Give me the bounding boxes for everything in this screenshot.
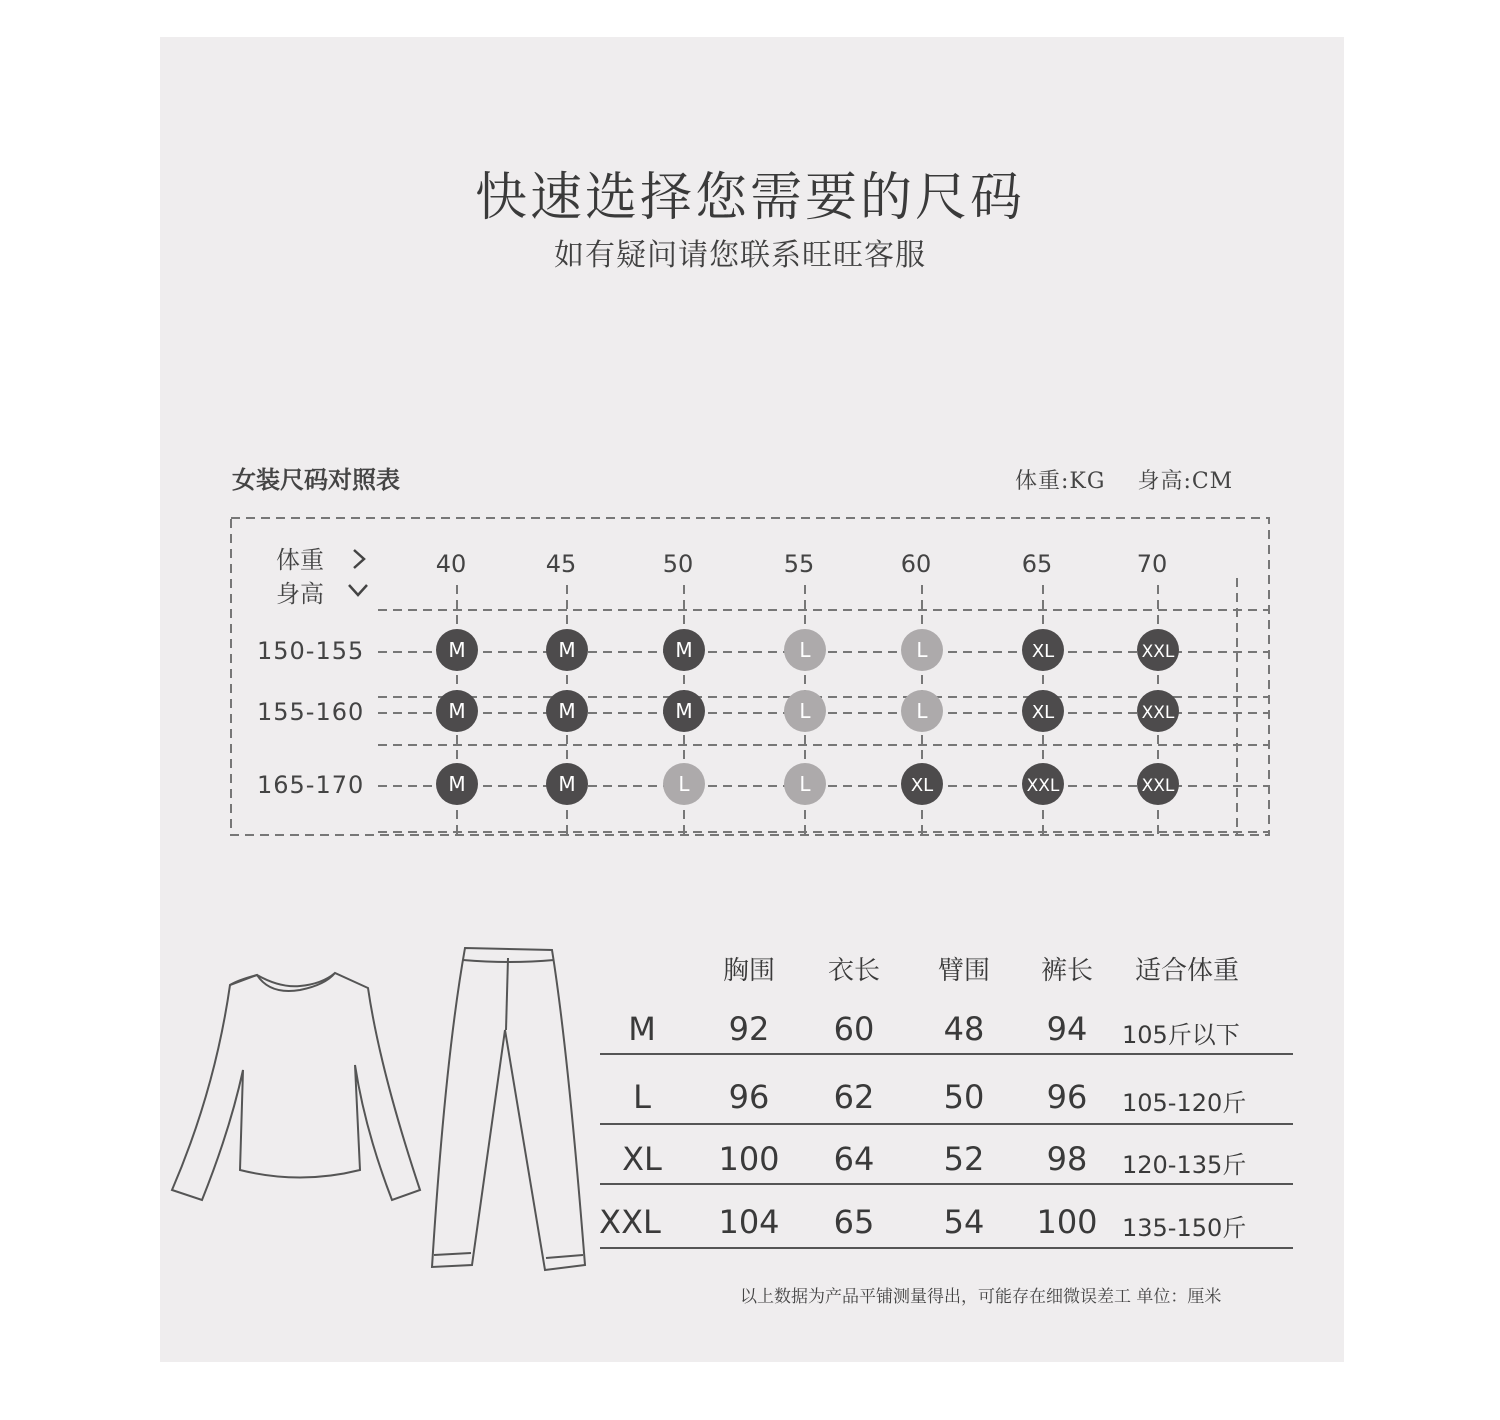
grid-border xyxy=(231,518,1269,835)
size-badge-label: M xyxy=(558,699,576,723)
table-cell: 50 xyxy=(943,1078,985,1116)
table-weight-cell: 105-120斤 xyxy=(1122,1089,1247,1117)
chevron-down-icon xyxy=(349,585,367,595)
size-badge-label: XXL xyxy=(1141,642,1175,662)
height-row-label: 150-155 xyxy=(257,637,365,665)
size-badge-label: L xyxy=(678,772,690,796)
size-badge-label: L xyxy=(799,699,811,723)
table-weight-cell: 120-135斤 xyxy=(1122,1151,1247,1179)
table-divider xyxy=(600,1183,1293,1185)
weight-column-label: 70 xyxy=(1136,550,1168,578)
weight-axis-label: 体重 xyxy=(276,546,324,574)
table-weight-cell: 135-150斤 xyxy=(1122,1214,1247,1242)
height-axis-label: 身高 xyxy=(276,580,324,608)
table-cell: 94 xyxy=(1046,1010,1088,1048)
table-header: 适合体重 xyxy=(1134,956,1239,986)
table-size-label: L xyxy=(633,1078,651,1116)
table-cell: 92 xyxy=(728,1010,770,1048)
table-cell: 96 xyxy=(728,1078,770,1116)
table-cell: 104 xyxy=(718,1203,780,1241)
table-size-label: XL xyxy=(622,1140,662,1178)
table-header: 臂围 xyxy=(937,956,990,986)
table-cell: 100 xyxy=(1036,1203,1098,1241)
table-cell: 52 xyxy=(943,1140,985,1178)
table-header: 衣长 xyxy=(827,956,880,986)
garment-illustration xyxy=(160,930,600,1290)
size-grid-lines xyxy=(231,518,1269,835)
weight-column-label: 65 xyxy=(1021,550,1053,578)
table-header: 胸围 xyxy=(722,956,775,986)
size-badge-label: M xyxy=(558,772,576,796)
size-badge-label: M xyxy=(558,638,576,662)
page-subtitle: 如有疑问请您联系旺旺客服 xyxy=(554,238,926,273)
page-title: 快速选择您需要的尺码 xyxy=(474,168,1025,228)
table-cell: 98 xyxy=(1046,1140,1088,1178)
size-badge-label: XL xyxy=(1031,702,1055,723)
table-divider xyxy=(600,1053,1293,1055)
weight-column-label: 55 xyxy=(783,550,815,578)
size-badge-label: M xyxy=(675,699,693,723)
weight-column-label: 40 xyxy=(435,550,467,578)
size-grid-marks xyxy=(436,629,1179,805)
height-row-label: 155-160 xyxy=(257,698,365,726)
table-weight-cell: 105斤以下 xyxy=(1122,1021,1240,1049)
size-badge-label: M xyxy=(675,638,693,662)
size-badge-label: XL xyxy=(910,775,934,796)
table-cell: 96 xyxy=(1046,1078,1088,1116)
table-cell: 65 xyxy=(833,1203,875,1241)
size-badge-label: L xyxy=(916,699,928,723)
weight-column-label: 45 xyxy=(545,550,577,578)
size-badge-label: M xyxy=(448,772,466,796)
weight-column-label: 50 xyxy=(662,550,694,578)
size-badge-label: XXL xyxy=(1026,776,1060,796)
weight-column-label: 60 xyxy=(900,550,932,578)
chevron-right-icon xyxy=(354,550,364,568)
height-unit-label: 身高:CM xyxy=(1137,469,1234,494)
table-cell: 100 xyxy=(718,1140,780,1178)
table-cell: 60 xyxy=(833,1010,875,1048)
table-header: 裤长 xyxy=(1040,956,1093,986)
size-badge-label: M xyxy=(448,638,466,662)
table-divider xyxy=(600,1123,1293,1125)
size-badge-label: L xyxy=(916,638,928,662)
size-badge-label: M xyxy=(448,699,466,723)
pants-icon xyxy=(432,948,585,1270)
table-size-label: XXL xyxy=(599,1203,661,1241)
table-size-label: M xyxy=(628,1010,656,1048)
size-badge-label: L xyxy=(799,638,811,662)
size-badge-label: L xyxy=(799,772,811,796)
size-badge-label: XL xyxy=(1031,641,1055,662)
size-chart-title: 女装尺码对照表 xyxy=(232,466,400,494)
weight-unit-label: 体重:KG xyxy=(1015,469,1106,494)
table-cell: 48 xyxy=(943,1010,985,1048)
measurement-note: 以上数据为产品平铺测量得出，可能存在细微误差工 单位：厘米 xyxy=(740,1287,1222,1307)
table-cell: 64 xyxy=(833,1140,875,1178)
size-badge-label: XXL xyxy=(1141,703,1175,723)
table-cell: 54 xyxy=(943,1203,985,1241)
table-cell: 62 xyxy=(833,1078,875,1116)
table-divider xyxy=(600,1247,1293,1249)
height-row-label: 165-170 xyxy=(257,771,365,799)
size-badge-label: XXL xyxy=(1141,776,1175,796)
top-shirt-icon xyxy=(172,973,420,1200)
